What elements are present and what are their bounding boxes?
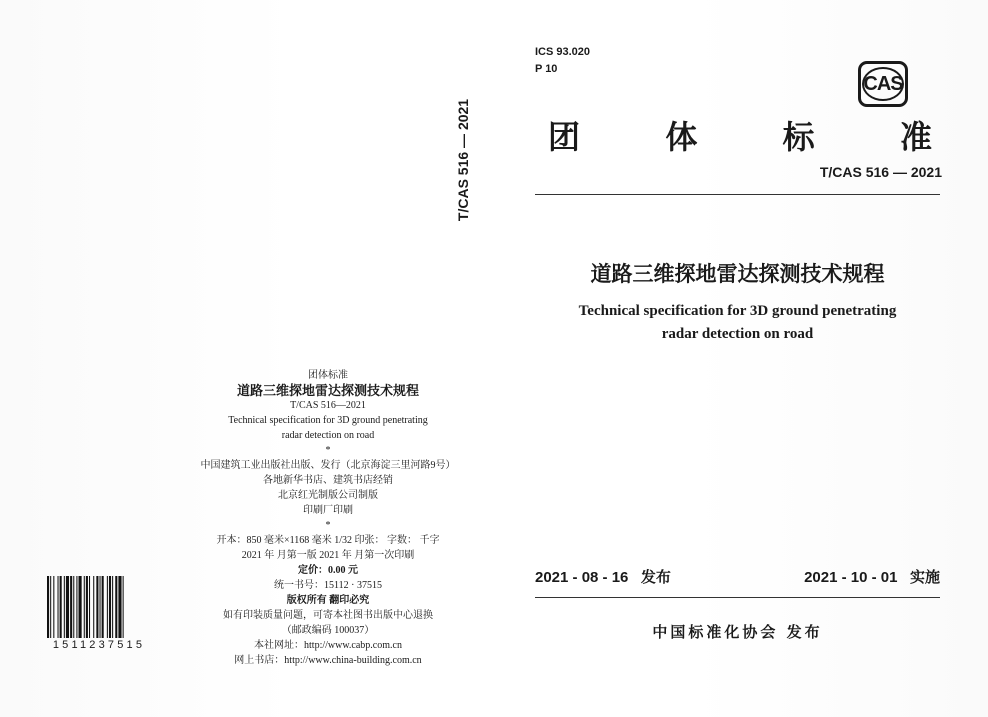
category-char: 体: [665, 118, 698, 156]
issue-date-group: [535, 566, 671, 587]
barcode-bar: [76, 576, 77, 638]
cas-logo-text: CAS: [863, 72, 903, 95]
barcode-bar: [60, 576, 62, 638]
barcode-bar: [73, 576, 74, 638]
dates-row: [535, 566, 940, 587]
barcode-bar: [102, 576, 104, 638]
barcode-number: 1511237515: [52, 639, 146, 651]
imprint-publisher: 中国建筑工业出版社出版、发行（北京海淀三里河路9号）: [200, 460, 456, 471]
barcode-bar: [107, 576, 108, 638]
spine-standard-number: T/CAS 516 — 2021: [455, 98, 472, 222]
issue-label: 发布: [640, 568, 671, 586]
top-rule: [535, 194, 940, 195]
imprint-book-number: 统一书号：15112 · 37515: [274, 580, 382, 591]
classification-code: P 10: [535, 63, 558, 75]
spine: [452, 90, 474, 230]
title-en-line-1: Technical specification for 3D ground penetrating: [578, 303, 897, 319]
barcode-bar: [53, 576, 54, 638]
imprint-standard-number: T/CAS 516—2021: [290, 400, 366, 411]
barcode-bar: [66, 576, 69, 638]
implement-label: 实施: [909, 568, 940, 586]
barcode-bar: [70, 576, 72, 638]
barcode-bar: [100, 576, 101, 638]
imprint-edition: 2021 年 月第一版 2021 年 月第一次印刷: [241, 550, 415, 561]
category-char: 标: [782, 118, 815, 156]
barcode-bar: [93, 576, 94, 638]
barcode-bar: [109, 576, 111, 638]
barcode: [46, 576, 152, 656]
barcode-bars: [46, 576, 152, 638]
cas-logo: [858, 61, 908, 107]
imprint-website: 本社网址：http://www.cabp.com.cn: [254, 640, 402, 651]
issue-date: 2021 - 08 - 16: [535, 569, 629, 586]
barcode-bar: [84, 576, 85, 638]
barcode-bar: [47, 576, 49, 638]
imprint-copyright: 版权所有 翻印必究: [286, 595, 370, 606]
imprint-category: 团体标准: [308, 370, 348, 381]
implement-date-group: [804, 566, 940, 587]
imprint-separator-2: *: [325, 520, 331, 531]
category-char: 准: [899, 118, 932, 156]
barcode-bar: [64, 576, 65, 638]
bottom-rule: [535, 597, 940, 598]
barcode-bar: [79, 576, 82, 638]
barcode-bar: [96, 576, 98, 638]
title-en-line-2: radar detection on road: [661, 326, 814, 342]
imprint-separator: *: [325, 445, 331, 456]
barcode-bar: [123, 576, 124, 638]
category-char: 团: [548, 118, 581, 156]
imprint-block: [180, 368, 476, 668]
ics-code: ICS 93.020: [535, 46, 591, 58]
title-en: [535, 300, 940, 346]
title-cn: 道路三维探地雷达探测技术规程: [590, 262, 885, 286]
standard-category: [548, 112, 932, 158]
publisher: 中国标准化协会 发布: [652, 623, 823, 641]
imprint-printer: 印刷厂印刷: [303, 505, 353, 516]
barcode-bar: [112, 576, 113, 638]
imprint-return-notice: 如有印装质量问题，可寄本社图书出版中心退换: [223, 610, 433, 621]
barcode-bar: [58, 576, 59, 638]
imprint-title-cn: 道路三维探地雷达探测技术规程: [236, 383, 419, 398]
imprint-title-en-1: Technical specification for 3D ground penetrating: [228, 415, 428, 426]
implement-date: 2021 - 10 - 01: [804, 569, 898, 586]
imprint-postcode: （邮政编码 100037）: [281, 625, 375, 636]
imprint-distributor: 各地新华书店、建筑书店经销: [263, 475, 393, 486]
barcode-bar: [118, 576, 121, 638]
barcode-bar: [50, 576, 51, 638]
imprint-plate-maker: 北京红光制版公司制版: [278, 490, 378, 501]
barcode-bar: [86, 576, 88, 638]
barcode-bar: [115, 576, 117, 638]
imprint-price: 定价：0.00 元: [298, 565, 358, 576]
imprint-format: 开本：850 毫米×1168 毫米 1/32 印张： 字数： 千字: [216, 535, 440, 546]
cas-logo-mark: [862, 67, 904, 101]
barcode-bar: [89, 576, 90, 638]
standard-number: T/CAS 516 — 2021: [819, 164, 942, 180]
imprint-online-store: 网上书店：http://www.china-building.com.cn: [234, 655, 422, 666]
imprint-title-en-2: radar detection on road: [281, 430, 375, 441]
ics-block: [535, 44, 590, 78]
